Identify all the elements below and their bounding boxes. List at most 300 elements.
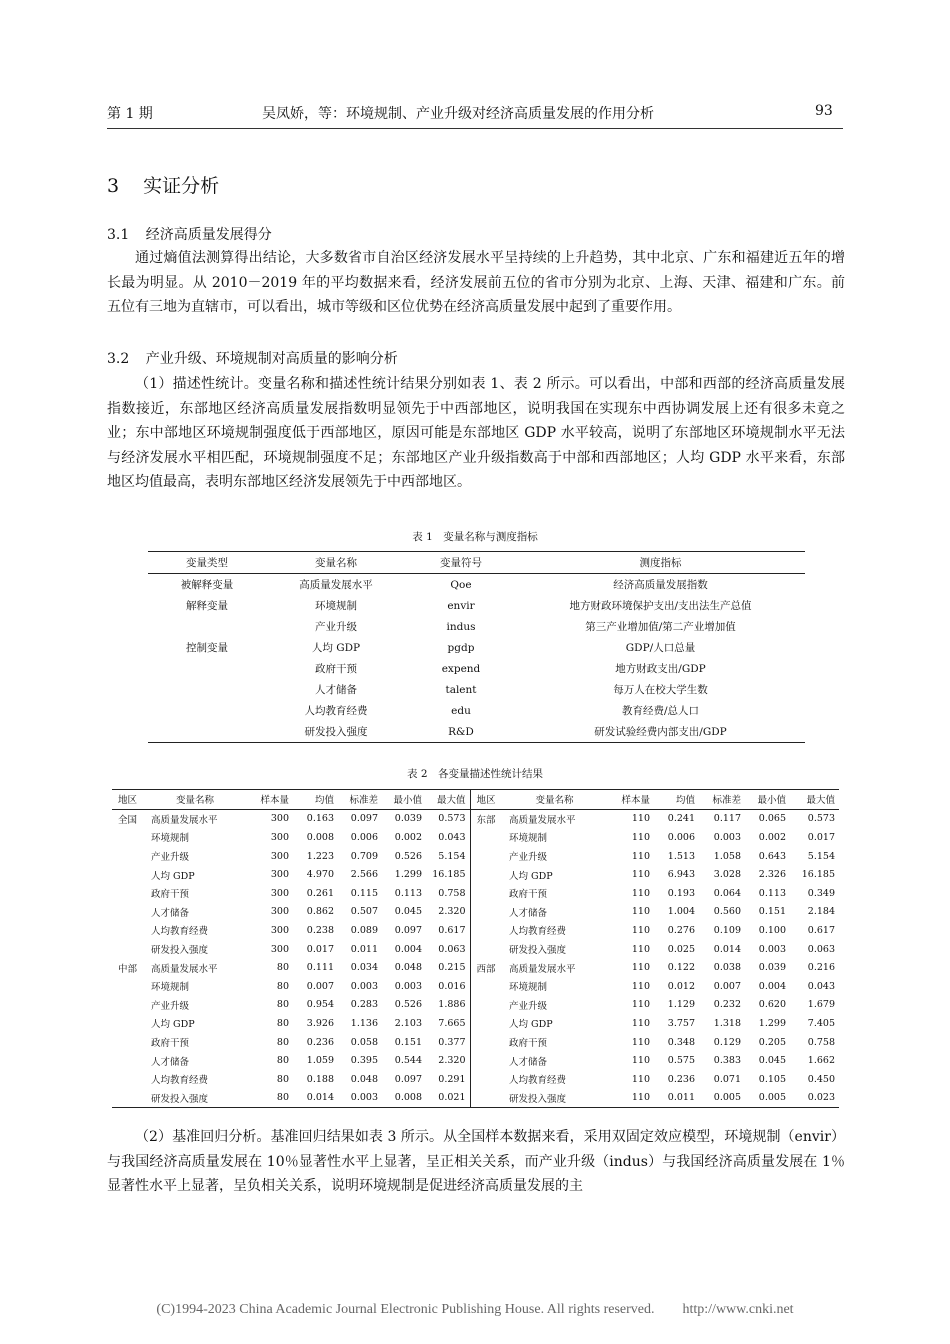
table-row xyxy=(112,1070,839,1089)
t2-cell: 产业升级 xyxy=(509,852,548,864)
t2-cell xyxy=(470,1070,503,1089)
t2-cell: 产业升级 xyxy=(151,1000,190,1012)
t2-cell: 0.003 xyxy=(758,943,786,955)
t2-cell: 0.113 xyxy=(758,887,786,899)
t2-cell: 0.071 xyxy=(713,1073,741,1085)
t2-cell: 0.014 xyxy=(713,943,741,955)
t2-cell: 0.758 xyxy=(807,1036,835,1048)
t2-cell: 110 xyxy=(631,962,650,974)
t2-cell: 6.943 xyxy=(667,869,695,881)
t2-cell: 0.004 xyxy=(758,980,786,992)
paragraph-1 xyxy=(107,246,845,320)
t2-header: 样本量 xyxy=(260,795,289,807)
t2-cell: 110 xyxy=(631,1036,650,1048)
t1-cell xyxy=(148,658,266,679)
t2-cell: 80 xyxy=(276,1092,289,1104)
t1-cell: envir xyxy=(447,599,475,612)
t2-cell: 0.006 xyxy=(667,831,695,843)
t1-cell: 地方财政环境保护支出/支出法生产总值 xyxy=(569,600,752,612)
paragraph-3-text: （2）基准回归分析。基准回归结果如表 3 所示。从全国样本数据来看，采用双固定效应模型，环境规制（envir）与我国经济高质量发展在 10％显著性水平上显著，呈正相关关系，而产业升级（indus）与我国经济高质量发展在 1％显著性水平上显著，呈负相关关系，说明环境规制是促进经济高质量发展的主 xyxy=(107,1129,845,1194)
t2-cell: 2.326 xyxy=(758,869,786,881)
t1-cell: 政府干预 xyxy=(315,663,357,675)
t2-cell: 0.038 xyxy=(713,962,741,974)
t1-cell: 地方财政支出/GDP xyxy=(615,663,706,675)
t2-cell: 110 xyxy=(631,831,650,843)
subsection-heading-3-2 xyxy=(107,348,398,368)
t2-cell xyxy=(470,996,503,1015)
t2-cell: 300 xyxy=(270,850,289,862)
t2-cell: 高质量发展水平 xyxy=(151,963,218,975)
t2-cell: 0.236 xyxy=(667,1073,695,1085)
t2-cell: 东部 xyxy=(470,809,503,828)
t2-cell: 0.097 xyxy=(394,924,422,936)
t2-cell: 300 xyxy=(270,831,289,843)
t2-cell xyxy=(112,903,145,922)
t2-cell xyxy=(470,977,503,996)
t2-cell: 300 xyxy=(270,924,289,936)
table-2 xyxy=(112,789,839,1108)
table-row xyxy=(112,884,839,903)
t2-cell: 2.320 xyxy=(438,906,466,918)
table-row xyxy=(148,595,805,616)
t2-cell: 人均教育经费 xyxy=(151,926,209,938)
t2-cell xyxy=(470,903,503,922)
t2-cell: 研发投入强度 xyxy=(509,1093,567,1105)
t2-cell: 0.097 xyxy=(350,813,378,825)
t2-cell: 人均教育经费 xyxy=(509,1075,567,1087)
t1-cell: Qoe xyxy=(450,578,472,591)
t2-cell: 300 xyxy=(270,887,289,899)
t2-cell: 0.034 xyxy=(350,962,378,974)
t2-cell: 4.970 xyxy=(306,869,334,881)
t2-cell: 0.003 xyxy=(394,980,422,992)
t2-cell: 0.117 xyxy=(713,813,741,825)
t2-header: 最大值 xyxy=(436,795,466,807)
t1-cell: 教育经费/总人口 xyxy=(621,705,700,717)
section-heading xyxy=(107,171,219,198)
t1-cell: indus xyxy=(446,620,476,633)
t2-cell: 0.003 xyxy=(350,1092,378,1104)
t2-header: 标准差 xyxy=(712,795,741,807)
t2-cell: 0.089 xyxy=(350,924,378,936)
t2-cell: 环境规制 xyxy=(151,982,190,994)
t1-cell xyxy=(148,700,266,721)
table-row xyxy=(112,828,839,847)
t2-cell: 0.163 xyxy=(306,813,334,825)
t2-cell: 0.383 xyxy=(713,1055,741,1067)
t2-cell: 0.215 xyxy=(438,962,466,974)
t2-cell: 300 xyxy=(270,869,289,881)
t2-cell: 研发投入强度 xyxy=(151,1093,209,1105)
t2-cell: 0.395 xyxy=(350,1055,378,1067)
table-2-caption: 表 2 各变量描述性统计结果 xyxy=(406,768,544,780)
t2-cell: 3.757 xyxy=(667,1017,695,1029)
table-2-header-row xyxy=(112,790,839,810)
t2-cell: 1.318 xyxy=(713,1017,741,1029)
t2-cell: 80 xyxy=(276,962,289,974)
t2-cell: 110 xyxy=(631,980,650,992)
t2-cell: 政府干预 xyxy=(509,1038,548,1050)
table-row xyxy=(112,958,839,977)
t2-cell: 0.276 xyxy=(667,924,695,936)
t2-cell: 人均 GDP xyxy=(151,870,195,882)
t2-cell: 0.241 xyxy=(667,813,695,825)
t1-header: 变量类型 xyxy=(186,557,228,569)
t2-header: 样本量 xyxy=(621,795,650,807)
t2-cell: 研发投入强度 xyxy=(509,945,567,957)
table-row xyxy=(148,658,805,679)
t2-cell: 0.238 xyxy=(306,924,334,936)
t2-cell: 0.016 xyxy=(438,980,466,992)
t2-cell: 人均教育经费 xyxy=(509,926,567,938)
t2-cell: 0.048 xyxy=(350,1073,378,1085)
t2-cell: 0.643 xyxy=(758,850,786,862)
table-row xyxy=(112,977,839,996)
t2-cell: 人均 GDP xyxy=(509,870,553,882)
t2-cell: 0.283 xyxy=(350,999,378,1011)
t2-cell: 0.003 xyxy=(713,831,741,843)
t2-cell: 0.012 xyxy=(667,980,695,992)
t2-cell: 0.349 xyxy=(807,887,835,899)
t2-cell: 0.045 xyxy=(758,1055,786,1067)
t2-cell: 0.620 xyxy=(758,999,786,1011)
t2-cell: 0.011 xyxy=(667,1092,695,1104)
t2-cell: 0.039 xyxy=(758,962,786,974)
t1-cell xyxy=(148,721,266,743)
t2-cell: 2.103 xyxy=(394,1017,422,1029)
t2-cell: 7.665 xyxy=(438,1017,466,1029)
t2-cell: 1.662 xyxy=(807,1055,835,1067)
t2-cell: 0.205 xyxy=(758,1036,786,1048)
table-row xyxy=(148,721,805,743)
t1-cell: 经济高质量发展指数 xyxy=(613,579,708,591)
t2-cell: 0.039 xyxy=(394,813,422,825)
t2-cell: 80 xyxy=(276,980,289,992)
t1-cell: expend xyxy=(441,662,481,675)
t2-cell: 0.115 xyxy=(350,887,378,899)
t2-cell: 高质量发展水平 xyxy=(509,814,576,826)
paragraph-2 xyxy=(107,372,845,495)
t1-cell: GDP/人口总量 xyxy=(625,642,696,654)
t2-cell: 人才储备 xyxy=(509,907,548,919)
t2-cell: 0.105 xyxy=(758,1073,786,1085)
t2-cell: 0.758 xyxy=(438,887,466,899)
table-row xyxy=(148,700,805,721)
subsection-title: 经济高质量发展得分 xyxy=(145,227,272,243)
t2-cell: 0.065 xyxy=(758,813,786,825)
t2-cell: 1.299 xyxy=(758,1017,786,1029)
t2-header: 地区 xyxy=(118,795,138,807)
t2-cell: 110 xyxy=(631,1055,650,1067)
t2-cell: 0.291 xyxy=(438,1073,466,1085)
t2-cell: 0.109 xyxy=(713,924,741,936)
table-row xyxy=(112,921,839,940)
t2-cell: 110 xyxy=(631,1073,650,1085)
t2-cell: 政府干预 xyxy=(151,1038,190,1050)
t2-cell: 1.058 xyxy=(713,850,741,862)
t1-cell: R&D xyxy=(448,725,474,738)
t2-cell: 0.097 xyxy=(394,1073,422,1085)
t1-cell: 第三产业增加值/第二产业增加值 xyxy=(585,621,736,633)
t2-cell: 80 xyxy=(276,1055,289,1067)
t2-header: 最大值 xyxy=(806,795,835,807)
t2-cell: 7.405 xyxy=(807,1017,835,1029)
t2-cell: 110 xyxy=(631,906,650,918)
t2-cell: 0.377 xyxy=(438,1036,466,1048)
t2-cell: 0.261 xyxy=(306,887,334,899)
t2-cell: 2.320 xyxy=(438,1055,466,1067)
t2-cell xyxy=(112,940,145,959)
t2-cell: 人均 GDP xyxy=(151,1019,195,1031)
table-1 xyxy=(148,551,805,743)
t2-cell: 产业升级 xyxy=(509,1000,548,1012)
t2-cell: 3.926 xyxy=(306,1017,334,1029)
t2-cell xyxy=(470,847,503,866)
t2-cell: 人均教育经费 xyxy=(151,1075,209,1087)
header-page: 93 xyxy=(815,103,833,119)
table-row xyxy=(112,1089,839,1108)
t1-cell: 人均 GDP xyxy=(311,642,361,654)
t1-cell: pgdp xyxy=(447,641,475,654)
t2-cell: 0.573 xyxy=(807,813,835,825)
t2-cell: 0.575 xyxy=(667,1055,695,1067)
t2-cell xyxy=(470,1051,503,1070)
t2-cell: 0.617 xyxy=(438,924,466,936)
table-row xyxy=(148,574,805,596)
t2-cell: 0.004 xyxy=(394,943,422,955)
t2-cell xyxy=(470,865,503,884)
table-2-body xyxy=(112,809,839,1108)
t1-header: 测度指标 xyxy=(639,557,682,569)
t2-cell: 0.560 xyxy=(713,906,741,918)
t2-cell: 110 xyxy=(631,999,650,1011)
t2-cell: 0.005 xyxy=(758,1092,786,1104)
t2-cell: 人才储备 xyxy=(151,907,190,919)
table-row xyxy=(112,1051,839,1070)
t2-cell: 3.028 xyxy=(713,869,741,881)
table-1-body xyxy=(148,574,805,743)
subsection-title: 产业升级、环境规制对高质量的影响分析 xyxy=(145,351,398,367)
t2-cell: 1.886 xyxy=(438,999,466,1011)
table-row xyxy=(112,865,839,884)
t2-cell: 0.002 xyxy=(394,831,422,843)
t2-cell xyxy=(112,847,145,866)
t2-cell: 0.526 xyxy=(394,850,422,862)
t2-cell: 0.025 xyxy=(667,943,695,955)
t2-cell: 人才储备 xyxy=(151,1056,190,1068)
t2-cell: 80 xyxy=(276,1073,289,1085)
t1-cell: 高质量发展水平 xyxy=(299,579,373,591)
t2-cell: 300 xyxy=(270,906,289,918)
t1-cell: 每万人在校大学生数 xyxy=(613,684,708,696)
t1-header: 变量名称 xyxy=(315,557,357,569)
t2-cell: 5.154 xyxy=(807,850,835,862)
t2-cell xyxy=(112,884,145,903)
t2-cell: 0.063 xyxy=(438,943,466,955)
table-row xyxy=(112,903,839,922)
t2-cell: 0.232 xyxy=(713,999,741,1011)
t2-cell: 0.954 xyxy=(306,999,334,1011)
t1-cell: 控制变量 xyxy=(186,642,228,654)
t2-cell: 0.617 xyxy=(807,924,835,936)
t2-header: 地区 xyxy=(470,790,503,810)
t2-cell: 110 xyxy=(631,924,650,936)
t2-cell xyxy=(470,940,503,959)
t2-cell: 0.017 xyxy=(807,831,835,843)
t2-cell: 全国 xyxy=(118,814,138,826)
t2-header: 变量名称 xyxy=(175,795,214,807)
t1-cell: 人才储备 xyxy=(315,684,357,696)
t2-cell: 0.526 xyxy=(394,999,422,1011)
t2-cell: 0.008 xyxy=(394,1092,422,1104)
section-title: 实证分析 xyxy=(143,175,220,197)
t2-cell: 300 xyxy=(270,943,289,955)
t2-cell xyxy=(112,1089,145,1108)
t2-cell: 0.709 xyxy=(350,850,378,862)
t2-header: 最小值 xyxy=(757,795,786,807)
t2-cell: 高质量发展水平 xyxy=(151,814,218,826)
t1-cell: 环境规制 xyxy=(315,600,357,612)
t2-cell: 80 xyxy=(276,999,289,1011)
t1-cell: 被解释变量 xyxy=(180,579,234,591)
t2-cell: 政府干预 xyxy=(151,889,190,901)
t2-header: 变量名称 xyxy=(535,795,574,807)
t2-cell xyxy=(470,884,503,903)
t2-cell: 0.058 xyxy=(350,1036,378,1048)
t2-cell: 0.122 xyxy=(667,962,695,974)
subsection-number: 3.2 xyxy=(107,351,130,367)
t2-cell: 1.223 xyxy=(306,850,334,862)
t2-cell: 5.154 xyxy=(438,850,466,862)
t2-cell xyxy=(112,921,145,940)
t2-cell: 110 xyxy=(631,1017,650,1029)
t2-cell: 0.064 xyxy=(713,887,741,899)
t2-cell xyxy=(112,977,145,996)
section-number: 3 xyxy=(107,175,120,197)
t2-cell: 0.007 xyxy=(713,980,741,992)
t2-cell xyxy=(112,1070,145,1089)
table-row xyxy=(148,616,805,637)
table-row xyxy=(148,637,805,658)
t2-cell: 0.003 xyxy=(350,980,378,992)
t2-cell: 110 xyxy=(631,813,650,825)
t2-cell: 1.679 xyxy=(807,999,835,1011)
t2-cell: 0.063 xyxy=(807,943,835,955)
t2-cell xyxy=(470,1089,503,1108)
t2-cell xyxy=(470,1014,503,1033)
t2-cell: 0.045 xyxy=(394,906,422,918)
t2-cell: 110 xyxy=(631,869,650,881)
t2-cell xyxy=(112,996,145,1015)
t2-cell: 环境规制 xyxy=(509,982,548,994)
table-row xyxy=(112,847,839,866)
t2-cell: 0.216 xyxy=(807,962,835,974)
t2-header: 最小值 xyxy=(393,795,422,807)
t2-cell: 110 xyxy=(631,943,650,955)
t2-cell xyxy=(112,1033,145,1052)
t2-cell: 西部 xyxy=(470,958,503,977)
t2-cell: 0.011 xyxy=(350,943,378,955)
t1-cell: 人均教育经费 xyxy=(304,705,368,717)
t2-cell xyxy=(112,865,145,884)
table-1-caption: 表 1 变量名称与测度指标 xyxy=(412,531,538,543)
t2-cell: 0.014 xyxy=(306,1092,334,1104)
t2-cell: 300 xyxy=(270,813,289,825)
t2-cell: 产业升级 xyxy=(151,852,190,864)
t2-cell xyxy=(470,828,503,847)
copyright-footer: (C)1994-2023 China Academic Journal Electronic Publishing House. All rights reserved. http://www.cnki.net xyxy=(156,1302,794,1317)
t2-cell: 0.573 xyxy=(438,813,466,825)
t2-cell: 研发投入强度 xyxy=(151,945,209,957)
t2-cell: 0.021 xyxy=(438,1092,466,1104)
t2-cell xyxy=(470,1033,503,1052)
header-rule xyxy=(107,128,843,129)
t2-cell xyxy=(112,828,145,847)
paragraph-3 xyxy=(107,1125,845,1199)
t1-cell: edu xyxy=(451,704,471,717)
t2-cell: 0.048 xyxy=(394,962,422,974)
subsection-heading-3-1 xyxy=(107,224,272,244)
t2-cell: 中部 xyxy=(118,963,138,975)
t2-cell: 2.184 xyxy=(807,906,835,918)
t2-cell: 1.136 xyxy=(350,1017,378,1029)
t2-cell: 80 xyxy=(276,1036,289,1048)
t1-cell: 产业升级 xyxy=(315,621,357,633)
t2-cell: 高质量发展水平 xyxy=(509,963,576,975)
t2-cell xyxy=(112,1014,145,1033)
subsection-number: 3.1 xyxy=(107,227,130,243)
t2-cell: 0.005 xyxy=(713,1092,741,1104)
t2-cell: 0.151 xyxy=(394,1036,422,1048)
t2-cell: 0.188 xyxy=(306,1073,334,1085)
t2-cell: 环境规制 xyxy=(151,833,190,845)
t2-cell: 0.862 xyxy=(306,906,334,918)
t1-header: 变量符号 xyxy=(440,557,482,569)
t2-cell: 1.004 xyxy=(667,906,695,918)
t1-cell: 研发投入强度 xyxy=(304,726,368,738)
t2-cell: 0.100 xyxy=(758,924,786,936)
t2-cell: 1.299 xyxy=(394,869,422,881)
t2-cell: 1.513 xyxy=(667,850,695,862)
t2-cell: 0.348 xyxy=(667,1036,695,1048)
t2-cell: 0.544 xyxy=(394,1055,422,1067)
t2-cell: 0.002 xyxy=(758,831,786,843)
t2-cell: 1.129 xyxy=(667,999,695,1011)
t2-cell: 0.023 xyxy=(807,1092,835,1104)
t2-cell: 0.043 xyxy=(438,831,466,843)
t2-cell: 110 xyxy=(631,850,650,862)
t2-cell: 人均 GDP xyxy=(509,1019,553,1031)
t1-cell: 研发试验经费内部支出/GDP xyxy=(594,726,727,738)
t2-cell xyxy=(470,921,503,940)
table-row xyxy=(112,809,839,828)
t2-cell: 16.185 xyxy=(432,869,466,881)
t2-cell: 110 xyxy=(631,887,650,899)
t2-cell: 0.236 xyxy=(306,1036,334,1048)
t2-cell: 0.129 xyxy=(713,1036,741,1048)
t2-cell: 0.008 xyxy=(306,831,334,843)
t2-cell: 政府干预 xyxy=(509,889,548,901)
table-row xyxy=(112,1014,839,1033)
t2-cell: 0.006 xyxy=(350,831,378,843)
t2-cell: 0.017 xyxy=(306,943,334,955)
t2-cell: 16.185 xyxy=(801,869,835,881)
t2-cell: 110 xyxy=(631,1092,650,1104)
t2-cell xyxy=(112,1051,145,1070)
t2-cell: 人才储备 xyxy=(509,1056,548,1068)
table-row xyxy=(148,679,805,700)
t2-cell: 0.151 xyxy=(758,906,786,918)
